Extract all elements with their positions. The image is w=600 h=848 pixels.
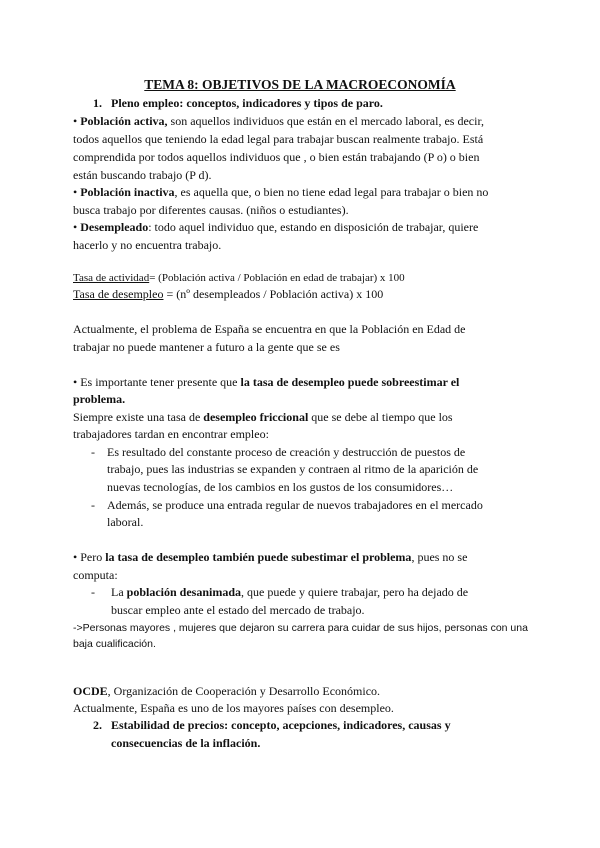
text: , que puede y quiere trabajar, pero ha dejado de bbox=[241, 585, 469, 599]
espana-line: Actualmente, España es uno de los mayores países con desempleo. bbox=[73, 701, 394, 715]
text: • Pero bbox=[73, 550, 106, 564]
dash-1-line-1: Es resultado del constante proceso de creación y destrucción de puestos de bbox=[107, 445, 466, 459]
term-poblacion-inactiva: Población inactiva bbox=[80, 185, 175, 199]
dash-2-line-1: Además, se produce una entrada regular de nuevos trabajadores en el mercado bbox=[107, 498, 483, 512]
section-2-heading-line-1: 2. Estabilidad de precios: concepto, acepciones, indicadores, causas y bbox=[93, 718, 451, 732]
dash-2-line-2: laboral. bbox=[107, 515, 144, 529]
note-line-1: ->Personas mayores , mujeres que dejaron su carrera para cuidar de sus hijos, personas con una bbox=[73, 622, 528, 634]
dash-marker: - bbox=[91, 498, 95, 512]
text: , es aquella que, o bien no tiene edad legal para trabajar o bien no bbox=[174, 185, 489, 199]
friccional-line-2: trabajadores tardan en encontrar empleo: bbox=[73, 427, 269, 441]
bold-text: OCDE bbox=[73, 684, 108, 698]
poblacion-activa-line-1 bbox=[73, 113, 484, 130]
poblacion-activa-line-4: están buscando trabajo (P d). bbox=[73, 168, 212, 182]
dash-marker: - bbox=[91, 585, 95, 599]
desempleado-line-2: hacerlo y no encuentra trabajo. bbox=[73, 238, 222, 252]
poblacion-inactiva-line-2: busca trabajo por diferentes causas. (niños o estudiantes). bbox=[73, 203, 349, 217]
subestimar-line-2: computa: bbox=[73, 568, 118, 582]
actualmente-line-2: trabajar no puede mantener a futuro a la gente que se es bbox=[73, 340, 340, 354]
poblacion-activa-line-2: todos aquellos que teniendo la edad legal para trabajar buscan realmente trabajo. Está bbox=[73, 132, 484, 146]
dash-3-line-2: buscar empleo ante el estado del mercado de trabajo. bbox=[111, 603, 365, 617]
actualmente-line-1: Actualmente, el problema de España se encuentra en que la Población en Edad de bbox=[73, 322, 466, 336]
poblacion-inactiva-line-1 bbox=[73, 184, 488, 201]
dash-marker: - bbox=[91, 445, 95, 459]
page-title: TEMA 8: OBJETIVOS DE LA MACROECONOMÍA bbox=[144, 77, 456, 92]
section-1-heading: 1. Pleno empleo: conceptos, indicadores y tipos de paro. bbox=[93, 96, 383, 110]
bold-text: la tasa de desempleo puede sobreestimar el bbox=[237, 375, 460, 389]
bold-text: desempleo friccional bbox=[203, 410, 309, 424]
subestimar-line-1 bbox=[73, 549, 467, 566]
desempleado-line-1 bbox=[73, 219, 478, 236]
text: Siempre existe una tasa de bbox=[73, 410, 204, 424]
formula-body: = (nº desempleados / Población activa) x 100 bbox=[163, 287, 384, 301]
bullet: • bbox=[73, 185, 81, 199]
sobreestimar-line-1 bbox=[73, 374, 459, 391]
sobreestimar-line-2: problema. bbox=[73, 392, 126, 406]
text: : todo aquel individuo que, estando en disposición de trabajar, quiere bbox=[148, 220, 479, 234]
note-line-2: baja cualificación. bbox=[73, 638, 156, 650]
formula-tasa-actividad bbox=[73, 270, 405, 287]
section-2-heading-line-2: consecuencias de la inflación. bbox=[111, 736, 261, 750]
bullet: • bbox=[73, 114, 81, 128]
dash-1-line-3: nuevas tecnologías, de los cambios en los gustos de los consumidores… bbox=[107, 480, 454, 494]
text: son aquellos individuos que están en el mercado laboral, es decir, bbox=[167, 114, 484, 128]
dash-3-line-1 bbox=[111, 584, 468, 601]
dash-1-line-2: trabajo, pues las industrias se expanden y contraen al ritmo de la aparición de bbox=[107, 462, 479, 476]
text: que se debe al tiempo que los bbox=[308, 410, 453, 424]
bold-text: la tasa de desempleo también puede subestimar el problema bbox=[105, 550, 412, 564]
poblacion-activa-line-3: comprendida por todos aquellos individuos que , o bien están trabajando (P o) o bien bbox=[73, 150, 480, 164]
bold-text: población desanimada bbox=[126, 585, 242, 599]
formula-name: Tasa de desempleo bbox=[73, 287, 164, 301]
formula-tasa-desempleo bbox=[73, 286, 383, 303]
term-poblacion-activa: Población activa, bbox=[80, 114, 168, 128]
ocde-line bbox=[73, 683, 380, 700]
text: La bbox=[111, 585, 127, 599]
text: , Organización de Cooperación y Desarrollo Económico. bbox=[107, 684, 381, 698]
formula-name: Tasa de actividad bbox=[73, 272, 150, 284]
friccional-line-1 bbox=[73, 409, 453, 426]
formula-body: = (Población activa / Población en edad de trabajar) x 100 bbox=[149, 272, 405, 284]
bullet: • bbox=[73, 220, 81, 234]
text: • Es importante tener presente que bbox=[73, 375, 238, 389]
term-desempleado: Desempleado bbox=[80, 220, 149, 234]
text: , pues no se bbox=[411, 550, 468, 564]
